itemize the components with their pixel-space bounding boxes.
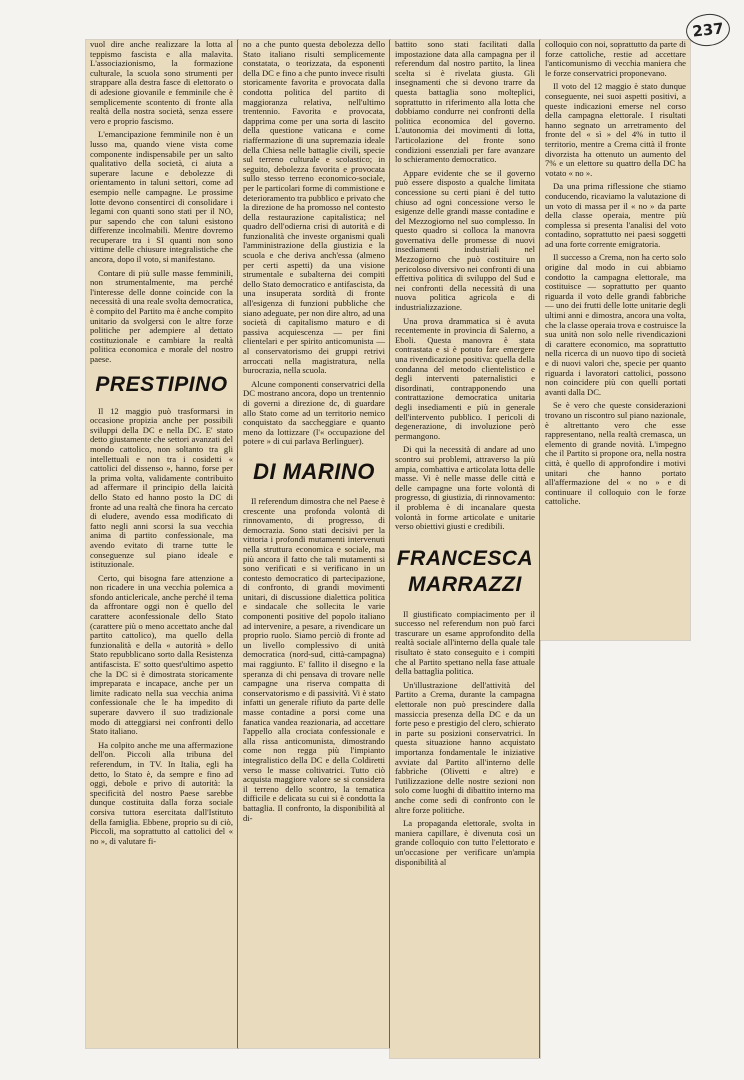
col3-paragraph: Il giustificato compiacimento per il successo nel referendum non può farci trascurare un esame approfondito della realtà sociale all'interno della quale tale risultato è stato conseguito e i compiti che al Partito spettano nella fase attuale della battaglia politica. <box>395 608 535 677</box>
headline-line-1: FRANCESCA <box>396 546 534 570</box>
col2-paragraph: Il referendum dimostra che nel Paese è crescente una profonda volontà di rinnovamento, di progresso, di democrazia. Sono stati decisivi per la vittoria i profondi mutamenti intervenuti nella struttura economica e sociale, ma più ancora il fatto che tali mutamenti si sono verificati e si verificano in un contesto democratico di partecipazione, di confronto, di grandi movimenti unitari, di discussione dialettica politica e sindacale che sollecita le varie componenti positive del popolo italiano ad intervenire, a pesare, a rivendicare un proprio ruolo. Siamo perciò di fronte ad un livello complessivo di unità democratica (nord-sud, città-campagna) mai raggiunto. E' fallito il disegno e la speranza di chi pensava di trovare nelle campagne una riserva compatta di conservatorismo e di passività. Vi è stato infatti un generale rifiuto da parte delle masse contadine a porsi come una fanatica vandea reazionaria, ad accettare l'appello alla crociata confessionale e alla rissa anticomunista, dimostrando come non regga più l'impianto integralistico della DC e della Coldiretti verso le masse coltivatrici. Tutto ciò acquista maggiore valore se si considera il terreno dello scontro, la tematica difficile e delicata su cui si è condotta la battaglia. Il confronto, la disponibilità al di- <box>243 495 385 823</box>
col3-paragraph: Una prova drammatica si è avuta recentemente in provincia di Salerno, a Eboli. Questa manovra è stata contrastata e si è potuto fare emergere una rivendicazione positiva: quella della condanna del metodo clientelistico e degli interventi paternalistici e disordinati, contrapponendo una contrattazione democratica unitaria degli insediamenti e più in generale dell'intervento pubblico. I pericoli di degenerazione, di involuzione però permangono. <box>395 315 535 441</box>
col3-paragraph: battito sono stati facilitati dalla impostazione data alla campagna per il referendum dal nostro partito, la linea scelta si è rivelata giusta. Gli insegnamenti che si devono trarre da questa battaglia sono molteplici, soprattutto in riferimento alla lotta che dobbiamo condurre nei confronti della politica economica del governo. L'autonomia dei movimenti di lotta, l'articolazione del fronte sono condizioni essenziali per fare avanzare lo schieramento democratico. <box>395 40 535 165</box>
col4-paragraph: Il voto del 12 maggio è stato dunque conseguente, nei suoi aspetti positivi, a queste indicazioni emerse nel corso della campagna elettorale. I risultati hanno segnato un arretramento del fronte del « sì » del 4% in tutto il territorio, mentre a Crema città il fronte divorzista ha ottenuto un aumento del 7% e un elettore su quattro della DC ha votato « no ». <box>545 81 686 178</box>
clipping-column-3 <box>390 40 540 1058</box>
headline-line-2: MARRAZZI <box>408 572 522 596</box>
headline-di-marino: DI MARINO <box>253 458 375 484</box>
headline-prestipino: PRESTIPINO <box>95 372 228 396</box>
headline-francesca-marrazzi <box>395 546 535 598</box>
clipping-column-1 <box>86 40 238 1048</box>
col4-paragraph: colloquio con noi, soprattutto da parte di forze cattoliche, restie ad accettare l'anticomunismo di vecchia maniera che le forze conservatrici proponevano. <box>545 40 686 78</box>
clipping-column-2 <box>238 40 390 1048</box>
col4-paragraph: Il successo a Crema, non ha certo solo origine dal modo in cui abbiamo condotto la campagna elettorale, ma costituisce — soprattutto per quanto riguarda il voto delle grandi fabbriche — uno dei frutti delle lotte unitarie degli ultimi anni e dimostra, ancora una volta, che la classe operaia trova e costruisce la sua unità non solo nelle rivendicazioni di carattere economico, ma soprattutto nella ricerca di un nuovo tipo di società e di nuovi valori che, specie per quanto riguarda i lavoratori cattolici, possono non coincidere più con quelli portati avanti dalla DC. <box>545 252 687 397</box>
col3-paragraph: Appare evidente che se il governo può essere disposto a qualche limitata concessione su certi piani è del tutto chiuso ad ogni concessione verso le esigenze delle grandi masse contadine e del Mezzogiorno nel suo complesso. In questo quadro si colloca la manovra governativa delle promesse di nuovi insediamenti industriali nel Mezzogiorno che può costituire un pericoloso diversivo nei confronti di una effettiva politica di sviluppo del Sud e nei confronti della necessità di una nuova politica agricola e di industrializzazione. <box>395 167 535 313</box>
col1-paragraph: Ha colpito anche me una affermazione dell'on. Piccoli alla tribuna del referendum, in TV. In Italia, egli ha detto, lo Stato è, da sempre e fino ad oggi, debole e privo di autorità: la specificità del nostro Paese sarebbe dunque costituita dalla forza sociale corsiva tuttora esercitata dall'Istituto della famiglia. Ebbene, proprio su di ciò, Piccoli, ma soprattutto al cattolici del « no », di valutare fi- <box>90 739 233 846</box>
col4-paragraph: Da una prima riflessione che stiamo conducendo, ricaviamo la valutazione di un voto di massa per il « no » da parte della classe operaia, mentre più complessa si presenta l'analisi del voto contadino, soprattutto nei paesi soggetti ad una forte corrente emigratoria. <box>545 181 686 249</box>
col4-paragraph: Se è vero che queste considerazioni trovano un riscontro sul piano nazionale, è altrettanto vero che esse rappresentano, nella realtà cremasca, un elemento di grande novità. L'impegno che il Partito si propone ora, nella nostra città, è quello di approfondire i motivi unitari che hanno portato all'affermazione del « no » e di continuare il colloquio con le forze cattoliche. <box>545 400 686 507</box>
col1-paragraph: L'emancipazione femminile non è un lusso ma, quando viene vista come componente indispensabile per un salto qualitativo della società, ci aiuta a superare lacune e debolezze di orientamento in taluni settori, come ad esempio nelle campagne. Le prossime lotte devono consentirci di consolidare i legami con quanti sono stati per il NO, pur sapendo che con taluni esistono differenze incolmabili. Mentre dovremo recuperare tra i SI quanti non sono vittime delle chiusure integralistiche che ancora, dopo il voto, si manifestano. <box>90 129 233 265</box>
col1-paragraph: Il 12 maggio può trasformarsi in occasione propizia anche per possibili sviluppi della DC e nella DC. E' stato detto giustamente che settori avanzati del mondo cattolico, non soltanto tra gli intellettuali e non tra i cosidetti « cattolici del dissenso », hanno, forse per la prima volta, validamente contribuito ad affermare il principio della laicità dello Stato ed hanno posto la DC di fronte ad una realtà che finora ha cercato di eludere, avendo essa modificato di fatto negli anni scorsi la sua vecchia anima di partito confessionale, ma avendo evitato di trarne tutte le conseguenze sul piano ideale e istituzionale. <box>90 405 233 570</box>
col3-paragraph: La propaganda elettorale, svolta in maniera capillare, è divenuta così un grande colloquio con tutto l'elettorato e un'occasione per verificare un'ampia disponibilità al <box>395 818 535 867</box>
col3-paragraph: Di qui la necessità di andare ad uno scontro sui problemi, attraverso la più ampia, combattiva e articolata lotta delle masse. Vi è nelle masse delle città e delle campagne una forte volontà di progresso, di giustizia, di rinnovamento: il problema è di incanalare questa volontà in forme articolate e unitarie verso obiettivi giusti e credibili. <box>395 444 535 532</box>
col1-paragraph: vuol dire anche realizzare la lotta al teppismo fascista e alla malavita. L'associazionismo, la formazione culturale, la scuola sono strumenti per strappare alla destra fasce di elettorato o di adesione giovanile e femminile che è semplicemente scontento di fronte alla realtà della nostra società, senza essere vero e proprio fascismo. <box>90 40 233 126</box>
page-number-stamp: 237 <box>684 12 731 48</box>
clipping-column-4 <box>540 40 690 640</box>
col1-paragraph: Certo, qui bisogna fare attenzione a non ricadere in una vecchia polemica a sfondo anticlericale, anche perché il tema da affrontare oggi non è quello del carattere aconfessionale dello Stato (carattere più o meno accettato anche dal partito cattolico), ma quello della funzionalità e della « autorità » dello Stato repubblicano sorto dalla Resistenza antifascista. E' sotto quest'ultimo aspetto che la DC si è dimostrata storicamente impreparata e incapace, anche per un limite radicato nella sua vecchia anima confessionale che le ha impedito di superare davvero il suo tradizionale modo di atteggiarsi nei confronti dello Stato italiano. <box>90 572 233 737</box>
col3-paragraph: Un'illustrazione dell'attività del Partito a Crema, durante la campagna elettorale non può prescindere dalla massiccia presenza della DC e da un forte peso e prestigio del clero, schierato in parte su posizioni conservatrici. In questa situazione hanno acquistato importanza fondamentale le iniziative avviate dal Partito all'interno delle fabbriche (Olivetti e altre) e l'utilizzazione delle nostre sezioni non solo come luoghi di dibattito interno ma anche come sedi di confronto con le altre forze politiche. <box>395 679 535 815</box>
col2-paragraph: no a che punto questa debolezza dello Stato italiano risulti semplicemente constatata, o teorizzata, da esponenti della DC e fino a che punto invece risulti storicamente favorita e provocata dalla condotta politica del partito di maggioranza relativa, nell'ultimo trentennio. Favorita e provocata, dapprima come per una sorta di lascito della questione vaticana e come riaffermazione di una supremazia ideale della Chiesa nelle battaglie civili, specie sul terreno culturale e scolastico; in seguito, debolezza favorita e provocata sullo stesso terreno economico-sociale, per le particolari forme di commistione e deterioramento tra pubblico e privato che la direzione de ha promosso nel contesto della restaurazione capitalistica; nel quadro dell'odierna crisi di autorità e di funzionalità che investe organismi quali l'amministrazione della giustizia e la scuola e che deriva anch'essa (almeno per certi aspetti) da una visione strumentale e subalterna dei compiti dello Stato democratico e antifascista, da una insuperata sordità di fronte all'esigenza di funzioni pubbliche che siano adeguate, per non dire altro, ad una società di capitalismo maturo e di passiva acquiescenza — per fini clientelari e per spirito anticomunista — al conservatorismo dei gruppi retrivi arroccati nella magistratura, nella burocrazia, nella scuola. <box>243 40 385 376</box>
col1-paragraph: Contare di più sulle masse femminili, non strumentalmente, ma perché l'interesse delle donne coincide con la necessità di una reale svolta democratica, è compito del Partito ma è anche compito unitario da svolgersi con le altre forze politiche per adempiere al dettato costituzionale e cambiare la realtà politica economica e morale del nostro paese. <box>90 267 233 364</box>
col2-paragraph: Alcune componenti conservatrici della DC mostrano ancora, dopo un trentennio di governi a direzione dc, di guardare allo Stato come ad un territorio nemico conquistato da saccheggiare e quanto meno da lottizzare (l'« occupazione del potere » di cui parlava Berlinguer). <box>243 378 385 447</box>
